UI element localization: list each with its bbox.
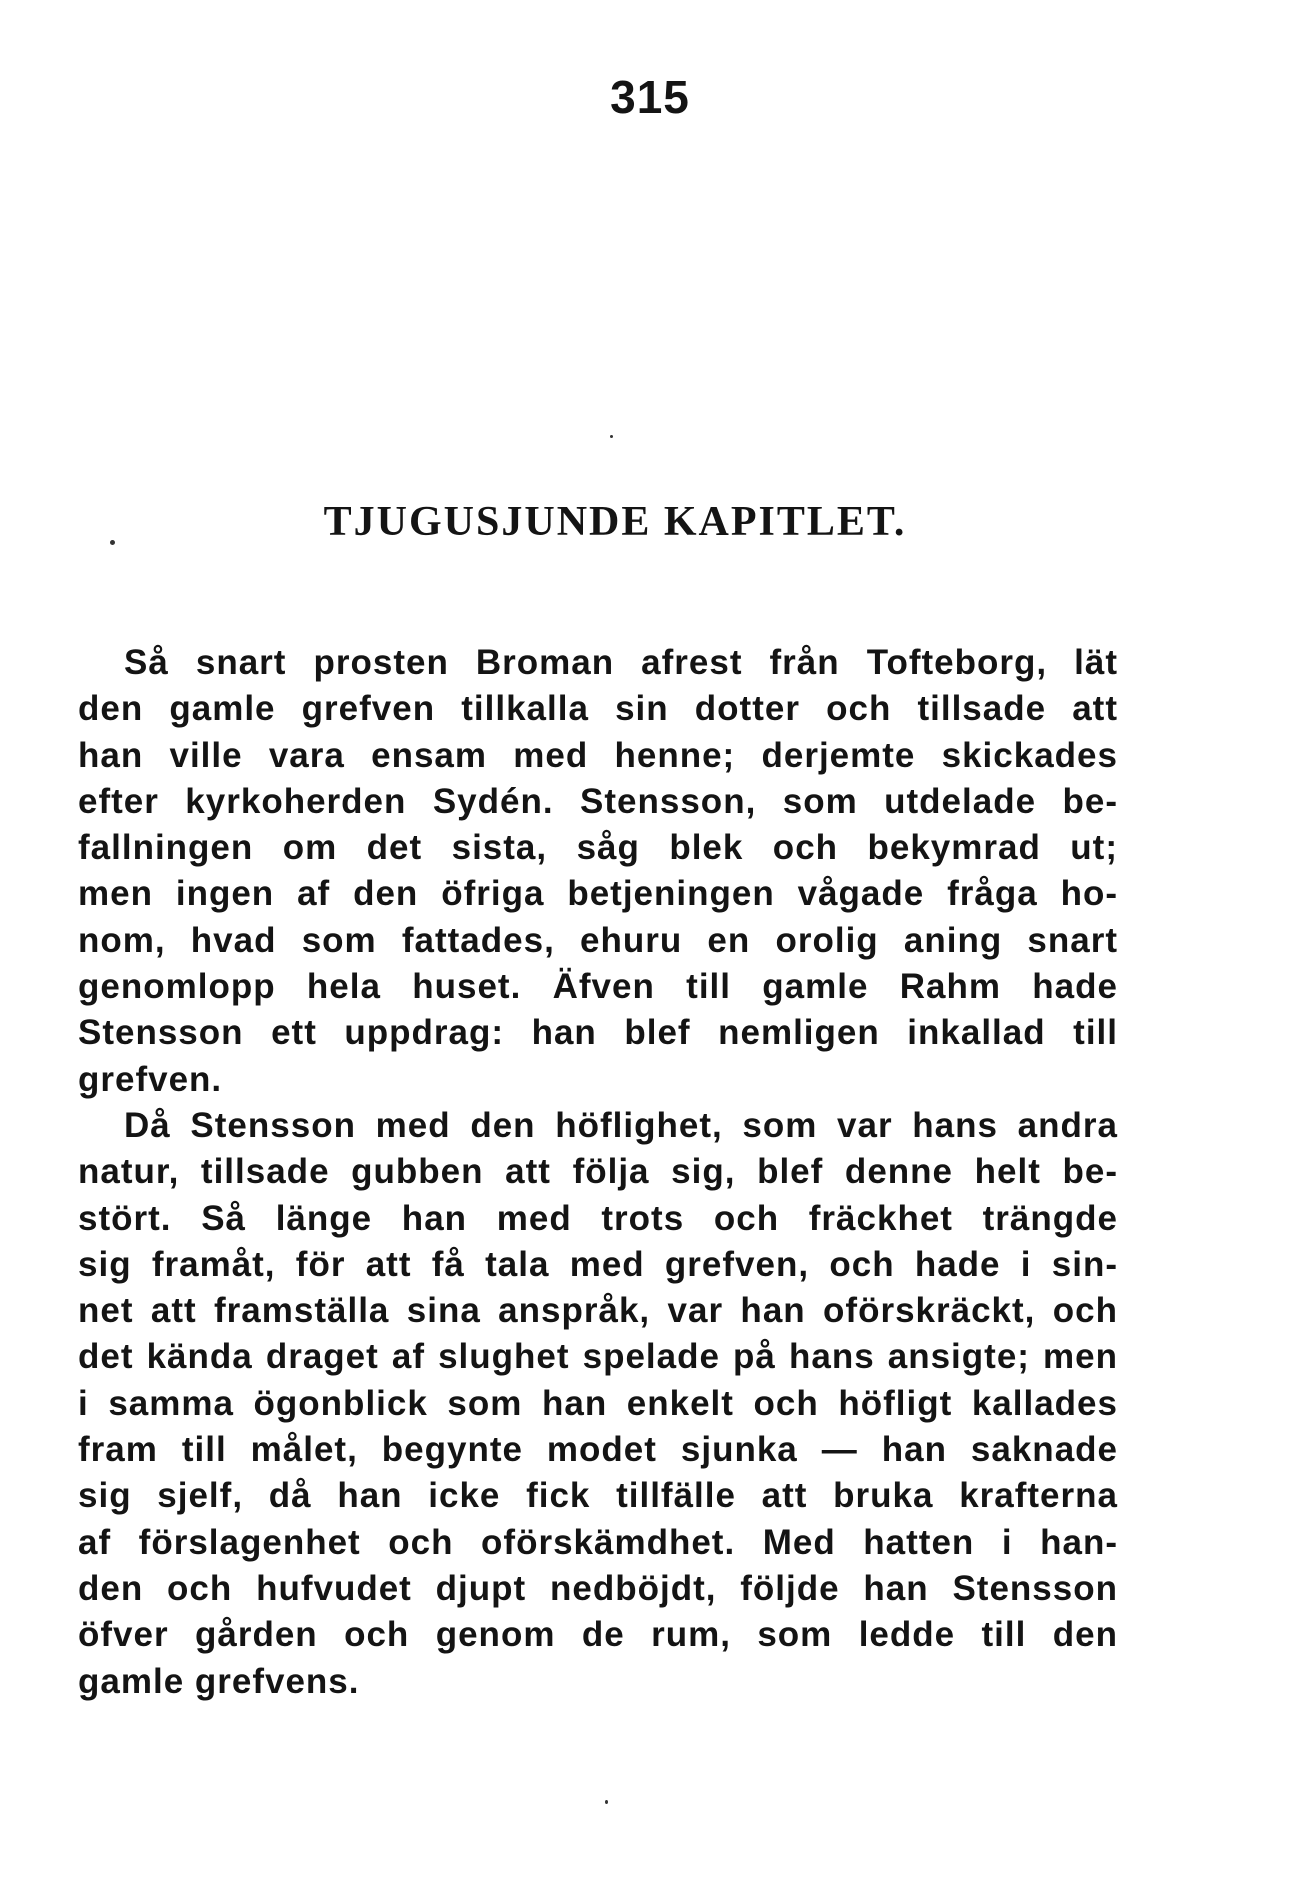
print-speck [110, 540, 115, 545]
paragraph [78, 1103, 1118, 1705]
text-line: Så snart prosten Broman afrest från Tofteborg, lät [124, 643, 1118, 682]
print-speck [610, 435, 613, 438]
text-line: sig framåt, för att få tala med grefven, och hade i sin- [78, 1244, 1118, 1284]
text-line: öfver gården och genom de rum, som ledde till den [78, 1615, 1118, 1655]
text-line: gamle grefvens. [78, 1661, 360, 1701]
chapter-title: TJUGUSJUNDE KAPITLET. [323, 499, 907, 545]
text-line: i samma ögonblick som han enkelt och höfligt kallades [78, 1383, 1118, 1423]
text-line: fallningen om det sista, såg blek och bekymrad ut; [78, 828, 1118, 868]
text-line: af förslagenhet och oförskämdhet. Med hatten i han- [78, 1522, 1118, 1562]
text-line: stört. Så länge han med trots och fräckhet trängde [78, 1198, 1118, 1238]
text-line: nom, hvad som fattades, ehuru en orolig aning snart [78, 920, 1118, 960]
text-line: Stensson ett uppdrag: han blef nemligen inkallad till [78, 1013, 1118, 1053]
text-line: Då Stensson med den höflighet, som var hans andra [124, 1105, 1118, 1145]
text-line: efter kyrkoherden Sydén. Stensson, som utdelade be- [78, 781, 1118, 821]
text-line: fram till målet, begynte modet sjunka — han saknade [78, 1430, 1118, 1470]
text-line: den gamle grefven tillkalla sin dotter och tillsade att [78, 689, 1118, 729]
paragraph [78, 640, 1118, 1103]
text-line: det kända draget af slughet spelade på hans ansigte; men [78, 1337, 1118, 1377]
text-line: han ville vara ensam med henne; derjemte skickades [78, 735, 1118, 775]
text-line: den och hufvudet djupt nedböjdt, följde han Stensson [78, 1568, 1118, 1608]
text-line: genomlopp hela huset. Äfven till gamle Rahm hade [78, 967, 1118, 1007]
text-line: men ingen af den öfriga betjeningen vågade fråga ho- [78, 874, 1118, 914]
text-line: natur, tillsade gubben att följa sig, blef denne helt be- [78, 1152, 1118, 1192]
text-line: grefven. [78, 1059, 223, 1099]
text-line: sig sjelf, då han icke fick tillfälle att bruka krafterna [78, 1476, 1118, 1516]
page-number: 315 [610, 71, 690, 123]
print-speck [605, 1800, 608, 1804]
chapter-body [78, 640, 1118, 1705]
text-line: net att framställa sina anspråk, var han oförskräckt, och [78, 1291, 1118, 1331]
